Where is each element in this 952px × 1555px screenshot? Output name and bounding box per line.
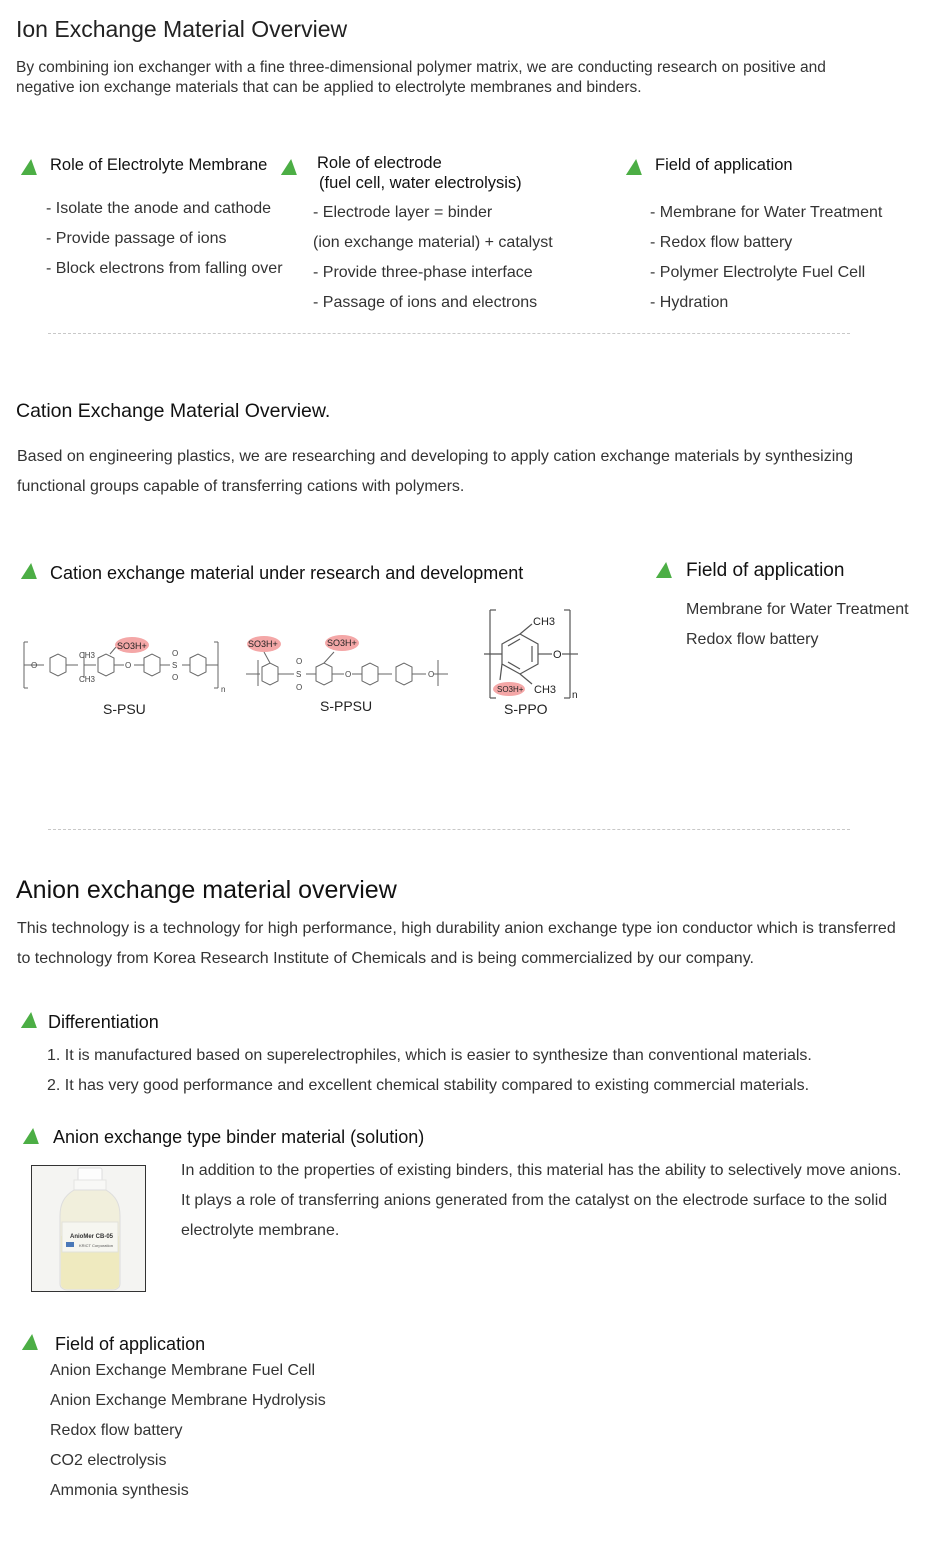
atom-label: S xyxy=(172,661,178,670)
triangle-bullet-icon xyxy=(22,1334,40,1350)
description-line: In addition to the properties of existing binders, this material has the ability to selectively move anions. xyxy=(181,1162,902,1179)
col3-list xyxy=(650,198,882,318)
list-item: - Hydration xyxy=(650,294,729,311)
atom-label: O xyxy=(428,670,435,679)
research-heading: Cation exchange material under research and development xyxy=(50,563,524,583)
s-ppo-structure xyxy=(482,606,582,702)
so3h-label: SO3H+ xyxy=(497,685,524,694)
triangle-bullet-icon xyxy=(21,1012,39,1028)
list-item: Redox flow battery xyxy=(50,1422,183,1439)
atom-label: O xyxy=(172,673,179,682)
bottle-sublabel: KRICT Corporation xyxy=(79,1243,113,1248)
list-item: Anion Exchange Membrane Fuel Cell xyxy=(50,1362,316,1379)
diff-heading: Differentiation xyxy=(48,1012,159,1032)
s-psu-structure xyxy=(20,632,230,698)
atom-label: O xyxy=(345,670,352,679)
section3-intro-line2: to technology from Korea Research Institute of Chemicals and is being commercialized by our company. xyxy=(17,950,754,967)
triangle-bullet-icon xyxy=(23,1128,41,1144)
s-ppsu-label: S-PPSU xyxy=(320,698,373,714)
list-item: - Redox flow battery xyxy=(650,234,793,251)
list-item: - Membrane for Water Treatment xyxy=(650,204,883,221)
atom-label: S xyxy=(296,670,302,679)
s-ppo-label: S-PPO xyxy=(504,701,548,717)
so3h-label: SO3H+ xyxy=(248,639,278,649)
section3-title: Anion exchange material overview xyxy=(16,876,397,904)
binder-description xyxy=(181,1156,901,1246)
diff-list xyxy=(47,1041,812,1101)
list-item: (ion exchange material) + catalyst xyxy=(313,234,553,251)
atom-label: O xyxy=(296,683,303,692)
section1-intro-line2: negative ion exchange materials that can be applied to electrolyte membranes and binders. xyxy=(16,79,642,96)
section3-field-heading: Field of application xyxy=(55,1334,206,1354)
list-item: - Electrode layer = binder xyxy=(313,204,493,221)
section3-intro-line1: This technology is a technology for high performance, high durability anion exchange type ion conductor which is transferred xyxy=(17,920,896,937)
atom-label: O xyxy=(125,661,132,670)
section1-title: Ion Exchange Material Overview xyxy=(16,16,348,42)
list-item: Membrane for Water Treatment xyxy=(686,601,909,618)
atom-label: CH3 xyxy=(79,675,96,684)
list-item: - Block electrons from falling over xyxy=(46,260,283,277)
triangle-bullet-icon xyxy=(656,562,674,578)
subscript-label: n xyxy=(572,690,578,701)
bottle-icon xyxy=(32,1166,146,1292)
atom-label: O xyxy=(296,657,303,666)
col2-heading-line1: Role of electrode xyxy=(317,154,442,172)
divider xyxy=(48,829,850,830)
divider xyxy=(48,333,850,334)
list-item: CO2 electrolysis xyxy=(50,1452,167,1469)
section2-field-heading: Field of application xyxy=(686,560,845,581)
s-ppsu-structure xyxy=(242,630,452,696)
atom-label: CH3 xyxy=(534,684,557,696)
col1-heading: Role of Electrolyte Membrane xyxy=(50,156,268,174)
col2-list xyxy=(313,198,553,318)
s-psu-label: S-PSU xyxy=(103,701,146,717)
triangle-bullet-icon xyxy=(281,159,299,175)
atom-label: CH3 xyxy=(533,616,556,628)
triangle-bullet-icon xyxy=(21,159,39,175)
list-item: - Provide three-phase interface xyxy=(313,264,533,281)
binder-heading: Anion exchange type binder material (solution) xyxy=(53,1127,425,1147)
list-item: Anion Exchange Membrane Hydrolysis xyxy=(50,1392,326,1409)
atom-label: O xyxy=(31,661,38,670)
so3h-label: SO3H+ xyxy=(117,641,147,651)
binder-product-photo xyxy=(31,1165,146,1292)
list-item: - Polymer Electrolyte Fuel Cell xyxy=(650,264,866,281)
list-item: - Passage of ions and electrons xyxy=(313,294,538,311)
description-line: electrolyte membrane. xyxy=(181,1222,340,1239)
col1-list xyxy=(46,194,283,284)
atom-label: O xyxy=(172,649,179,658)
section1-intro-line1: By combining ion exchanger with a fine three-dimensional polymer matrix, we are conducting research on positive and xyxy=(16,59,826,76)
section2-intro-line1: Based on engineering plastics, we are researching and developing to apply cation exchange materials by synthesizing xyxy=(17,448,854,465)
bottle-label: AnioMer CB-05 xyxy=(70,1234,114,1240)
atom-label: CH3 xyxy=(79,651,96,660)
triangle-bullet-icon xyxy=(626,159,644,175)
list-item: 2. It has very good performance and excellent chemical stability compared to existing commercial materials. xyxy=(47,1077,810,1094)
list-item: 1. It is manufactured based on superelectrophiles, which is easier to synthesize than conventional materials. xyxy=(47,1047,812,1064)
atom-label: O xyxy=(553,649,562,661)
col3-heading: Field of application xyxy=(655,156,793,174)
list-item: Ammonia synthesis xyxy=(50,1482,189,1499)
section3-field-list xyxy=(50,1356,326,1506)
description-line: It plays a role of transferring anions generated from the catalyst on the electrode surface to the solid xyxy=(181,1192,888,1209)
col2-heading-line2: (fuel cell, water electrolysis) xyxy=(319,174,522,192)
triangle-bullet-icon xyxy=(21,563,39,579)
list-item: - Provide passage of ions xyxy=(46,230,227,247)
section2-intro-line2: functional groups capable of transferring cations with polymers. xyxy=(17,478,465,495)
list-item: Redox flow battery xyxy=(686,631,819,648)
so3h-label: SO3H+ xyxy=(327,638,357,648)
list-item: - Isolate the anode and cathode xyxy=(46,200,272,217)
section2-field-list xyxy=(686,595,909,655)
section2-title: Cation Exchange Material Overview. xyxy=(16,400,331,422)
subscript-label: n xyxy=(221,685,226,694)
